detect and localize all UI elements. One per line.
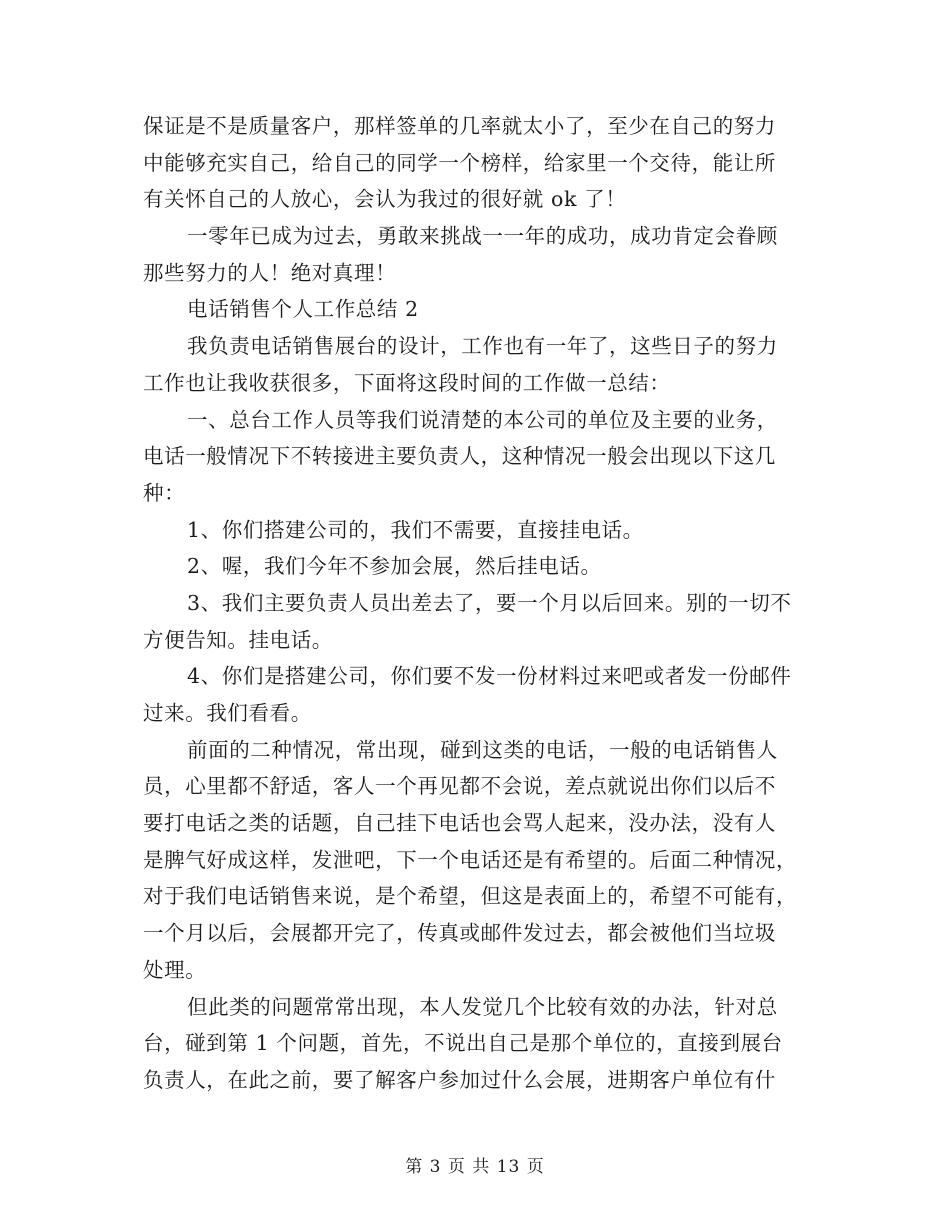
text-line: 有关怀自己的人放心，会认为我过的很好就 ok 了！: [143, 187, 627, 212]
text-line: 电话一般情况下不转接进主要负责人，这种情况一般会出现以下这几: [143, 444, 776, 469]
text-line: 要打电话之类的话题，自己挂下电话也会骂人起来，没办法，没有人: [143, 811, 776, 836]
section-heading: 电话销售个人工作总结 2: [187, 297, 419, 322]
text-line: 一零年已成为过去，勇敢来挑战一一年的成功，成功肯定会眷顾: [187, 224, 778, 249]
text-line: 但此类的问题常常出现，本人发觉几个比较有效的办法，针对总: [187, 994, 778, 1019]
text-line: 前面的二种情况，常出现，碰到这类的电话，一般的电话销售人: [187, 737, 778, 762]
text-line: 我负责电话销售展台的设计，工作也有一年了，这些日子的努力: [187, 334, 778, 359]
text-line: 负责人，在此之前，要了解客户参加过什么会展，进期客户单位有什: [143, 1067, 776, 1092]
list-item: 3、我们主要负责人员出差去了，要一个月以后回来。别的一切不: [187, 590, 792, 615]
text-line: 过来。我们看看。: [143, 701, 312, 725]
text-line: 方便告知。挂电话。: [143, 627, 333, 652]
text-line: 中能够充实自己，给自己的同学一个榜样，给家里一个交待，能让所: [143, 150, 776, 175]
text-line: 处理。: [143, 957, 207, 982]
text-line: 是脾气好成这样，发泄吧，下一个电话还是有希望的。后面二种情况，: [143, 847, 798, 872]
text-line: 种：: [143, 480, 186, 505]
list-item: 4、你们是搭建公司，你们要不发一份材料过来吧或者发一份邮件: [187, 664, 792, 689]
text-line: 那些努力的人！绝对真理！: [143, 260, 397, 285]
text-line: 保证是不是质量客户，那样签单的几率就太小了，至少在自己的努力: [143, 114, 776, 138]
text-line: 台，碰到第 1 个问题，首先，不说出自己是那个单位的，直接到展台: [143, 1031, 783, 1056]
text-line: 工作也让我收获很多，下面将这段时间的工作做一总结：: [143, 370, 671, 395]
text-line: 对于我们电话销售来说，是个希望，但这是表面上的，希望不可能有，: [143, 884, 798, 909]
list-item: 1、你们搭建公司的，我们不需要，直接挂电话。: [187, 517, 644, 542]
page-number-footer: 第 3 页 共 13 页: [405, 1157, 545, 1177]
document-body: [143, 108, 803, 1099]
text-line: 一个月以后，会展都开完了，传真或邮件发过去，都会被他们当垃圾: [143, 921, 776, 946]
list-item: 2、喔，我们今年不参加会展，然后挂电话。: [187, 554, 602, 579]
text-line: 一、总台工作人员等我们说清楚的本公司的单位及主要的业务，: [187, 407, 778, 432]
text-line: 员，心里都不舒适，客人一个再见都不会说，差点就说出你们以后不: [143, 774, 776, 799]
